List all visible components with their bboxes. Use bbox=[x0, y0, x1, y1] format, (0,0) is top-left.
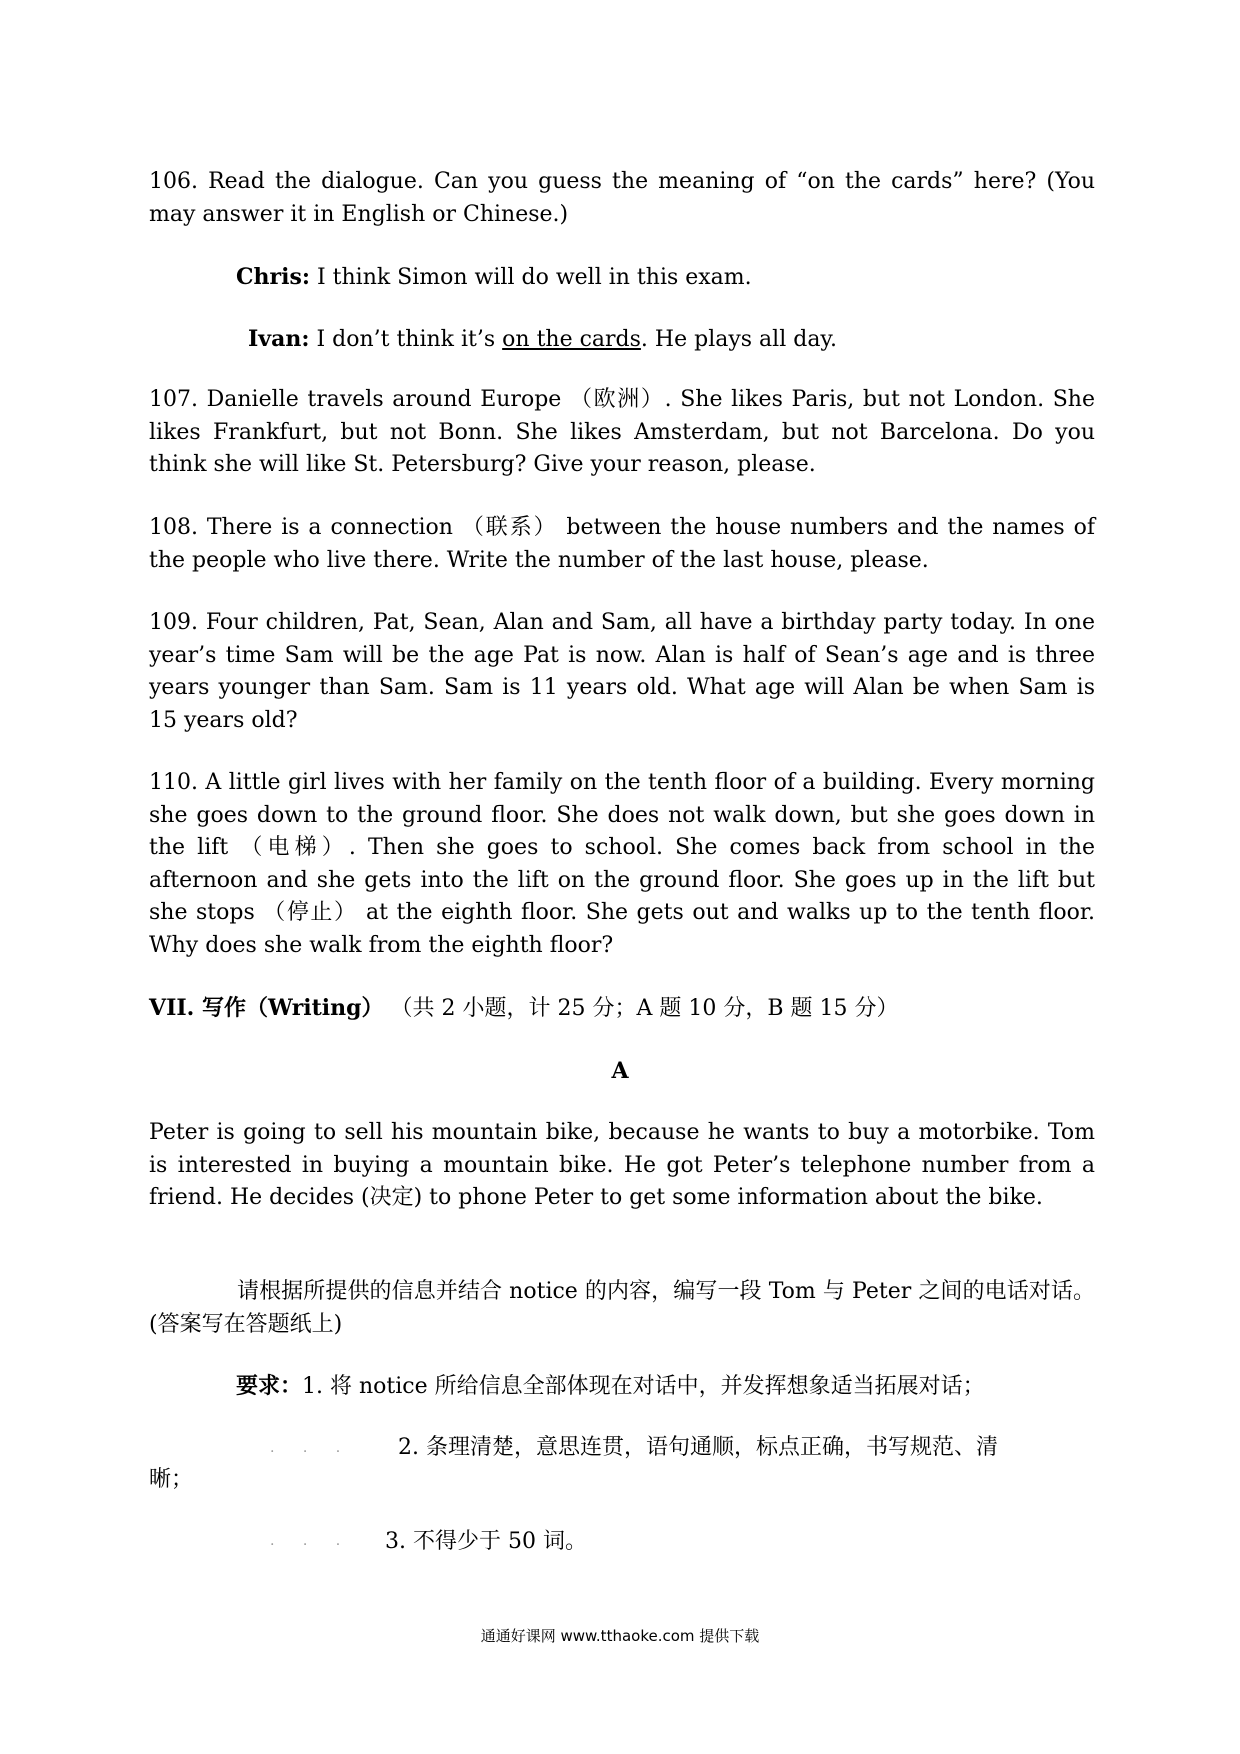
part-a-intro: Peter is going to sell his mountain bike, because he wants to buy a motorbike. Tom is interested in buying a mountain bike. He got Peter’s telephone number from a friend. He decides (决定) to phone Peter to get some information about the bike. bbox=[149, 1120, 1095, 1210]
section-vii-title: VII. 写作（Writing） bbox=[149, 995, 384, 1021]
part-a-label: A bbox=[611, 1058, 629, 1084]
dialogue-text-ivan-after: . He plays all day. bbox=[640, 327, 837, 352]
requirements-label: 要求： bbox=[236, 1373, 303, 1399]
requirement-1-text: 1. 将 notice 所给信息全部体现在对话中，并发挥想象适当拓展对话； bbox=[302, 1374, 985, 1399]
question-109: 109. Four children, Pat, Sean, Alan and Sam, all have a birthday party today. In one year’s time Sam will be the age Pat is now. Alan is half of Sean’s age and is three years younger than Sam. Sam is 11 years old. What age will Alan be when Sam is 15 years old? bbox=[149, 610, 1095, 733]
speaker-ivan: Ivan: bbox=[248, 326, 310, 352]
question-107: 107. Danielle travels around Europe （欧洲）. She likes Paris, but not London. She likes Frankfurt, but not Bonn. She likes Amsterdam, but not Barcelona. Do you think she will like St. Petersburg? Give your reason, please. bbox=[149, 387, 1095, 477]
section-vii-heading bbox=[149, 992, 899, 1025]
question-110: 110. A little girl lives with her family on the tenth floor of a building. Every morning she goes down to the ground floor. She does not walk down, but she goes down in the lift （电梯）. Then she goes to school. She comes back from school in the afternoon and she gets into the lift on the ground floor. She goes up in the lift but she stops （停止） at the eighth floor. She gets out and walks up to the tenth floor. Why does she walk from the eighth floor? bbox=[149, 770, 1095, 958]
requirement-2: 2. 条理清楚，意思连贯，语句通顺，标点正确，书写规范、清 bbox=[398, 1435, 998, 1460]
requirement-2-continued: 晰； bbox=[149, 1467, 194, 1492]
requirement-1 bbox=[236, 1370, 985, 1403]
question-106: 106. Read the dialogue. Can you guess the meaning of “on the cards” here? (You may answer it in English or Chinese.) bbox=[149, 169, 1095, 227]
faint-dots: . . . bbox=[270, 1440, 353, 1456]
speaker-chris: Chris: bbox=[236, 264, 310, 290]
part-a-instruction: 请根据所提供的信息并结合 notice 的内容，编写一段 Tom 与 Peter 之间的电话对话。(答案写在答题纸上) bbox=[149, 1279, 1095, 1337]
dialogue-line-ivan bbox=[248, 323, 837, 356]
section-vii-note: （共 2 小题，计 25 分；A 题 10 分，B 题 15 分） bbox=[383, 996, 899, 1021]
faint-dots: . . . bbox=[270, 1533, 353, 1549]
requirement-3: 3. 不得少于 50 词。 bbox=[385, 1529, 587, 1554]
dialogue-text-ivan-before: I don’t think it’s bbox=[309, 327, 503, 352]
dialogue-text-chris: I think Simon will do well in this exam. bbox=[309, 265, 752, 290]
question-108: 108. There is a connection （联系） between the house numbers and the names of the people who live there. Write the number of the last house, please. bbox=[149, 515, 1095, 573]
underlined-phrase: on the cards bbox=[502, 327, 641, 352]
page-footer: 通通好课网 www.tthaoke.com 提供下载 bbox=[480, 1627, 760, 1645]
dialogue-line-chris bbox=[236, 261, 752, 294]
